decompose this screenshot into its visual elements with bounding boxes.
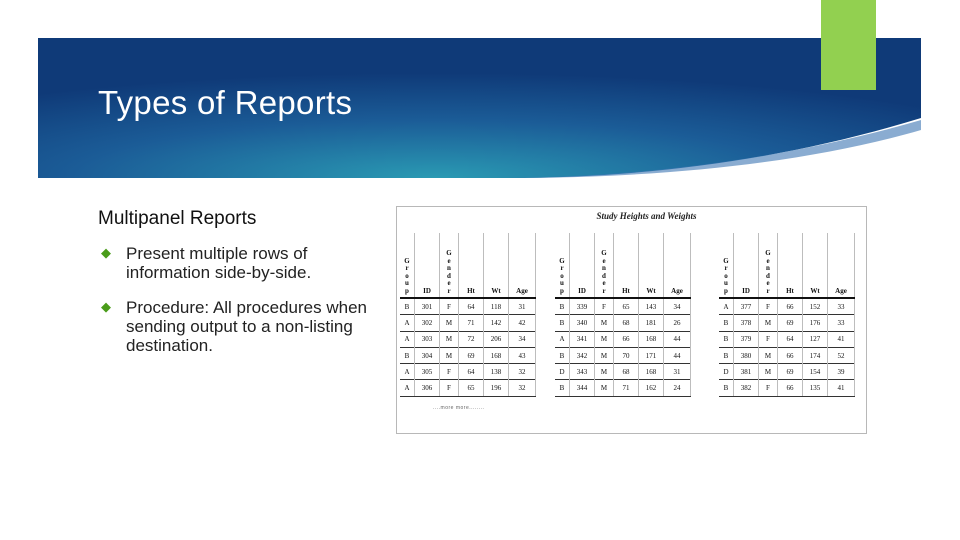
table-cell: 31 bbox=[664, 364, 691, 380]
table-cell: 377 bbox=[734, 298, 759, 315]
table-cell: 66 bbox=[778, 347, 803, 363]
table-row bbox=[400, 298, 536, 315]
table-cell: 378 bbox=[734, 315, 759, 331]
table-cell: B bbox=[555, 298, 570, 315]
table-cell: B bbox=[719, 331, 734, 347]
report-panel-1 bbox=[400, 233, 536, 397]
column-header-group: Group bbox=[400, 233, 415, 298]
table-cell: 65 bbox=[614, 298, 639, 315]
report-title: Study Heights and Weights bbox=[596, 211, 697, 221]
table-cell: 174 bbox=[803, 347, 828, 363]
table-row bbox=[719, 315, 855, 331]
table-cell: 69 bbox=[778, 364, 803, 380]
column-header-gender: Gender bbox=[759, 233, 778, 298]
table-cell: F bbox=[759, 380, 778, 396]
table-cell: 168 bbox=[639, 331, 664, 347]
table-cell: 302 bbox=[415, 315, 440, 331]
table-cell: 171 bbox=[639, 347, 664, 363]
table-row bbox=[719, 347, 855, 363]
table-row bbox=[400, 364, 536, 380]
table-row bbox=[555, 331, 691, 347]
table-cell: B bbox=[555, 347, 570, 363]
table-cell: 379 bbox=[734, 331, 759, 347]
table-row bbox=[400, 315, 536, 331]
table-cell: 196 bbox=[484, 380, 509, 396]
arrow-bullet-icon: ◆ bbox=[101, 299, 111, 314]
slide-subtitle: Multipanel Reports bbox=[98, 208, 257, 229]
table-cell: M bbox=[759, 364, 778, 380]
report-panel-3 bbox=[719, 233, 855, 397]
column-header-id: ID bbox=[415, 233, 440, 298]
table-cell: F bbox=[759, 331, 778, 347]
table-cell: M bbox=[759, 347, 778, 363]
table-cell: 69 bbox=[459, 347, 484, 363]
table-cell: 39 bbox=[828, 364, 855, 380]
bullet-list bbox=[101, 244, 391, 371]
table-cell: 66 bbox=[778, 380, 803, 396]
table-cell: 68 bbox=[614, 315, 639, 331]
table-row bbox=[555, 315, 691, 331]
column-header-id: ID bbox=[734, 233, 759, 298]
table-cell: 381 bbox=[734, 364, 759, 380]
slide-title: Types of Reports bbox=[98, 84, 353, 121]
table-cell: 43 bbox=[509, 347, 536, 363]
table-cell: 142 bbox=[484, 315, 509, 331]
table-row bbox=[400, 347, 536, 363]
table-cell: 24 bbox=[664, 380, 691, 396]
table-cell: 33 bbox=[828, 315, 855, 331]
table-cell: 34 bbox=[509, 331, 536, 347]
table-cell: 26 bbox=[664, 315, 691, 331]
table-cell: A bbox=[719, 298, 734, 315]
column-header-gender: Gender bbox=[595, 233, 614, 298]
column-header-group: Group bbox=[719, 233, 734, 298]
table-cell: 380 bbox=[734, 347, 759, 363]
table-cell: 206 bbox=[484, 331, 509, 347]
table-cell: 69 bbox=[778, 315, 803, 331]
table-cell: 382 bbox=[734, 380, 759, 396]
table-cell: 64 bbox=[459, 298, 484, 315]
table-cell: 342 bbox=[570, 347, 595, 363]
table-cell: 138 bbox=[484, 364, 509, 380]
table-cell: 162 bbox=[639, 380, 664, 396]
table-row bbox=[555, 298, 691, 315]
column-header-age: Age bbox=[664, 233, 691, 298]
table-cell: 65 bbox=[459, 380, 484, 396]
table-cell: 304 bbox=[415, 347, 440, 363]
table-cell: A bbox=[555, 331, 570, 347]
table-cell: 68 bbox=[614, 364, 639, 380]
table-cell: 33 bbox=[828, 298, 855, 315]
table-cell: M bbox=[595, 380, 614, 396]
table-cell: 42 bbox=[509, 315, 536, 331]
table-cell: 344 bbox=[570, 380, 595, 396]
table-cell: D bbox=[555, 364, 570, 380]
column-header-group: Group bbox=[555, 233, 570, 298]
table-cell: 71 bbox=[459, 315, 484, 331]
column-header-ht: Ht bbox=[614, 233, 639, 298]
table-cell: 44 bbox=[664, 331, 691, 347]
table-cell: D bbox=[719, 364, 734, 380]
column-header-ht: Ht bbox=[459, 233, 484, 298]
report-footer: ....more more........ bbox=[433, 405, 485, 411]
table-cell: 341 bbox=[570, 331, 595, 347]
table-row bbox=[719, 298, 855, 315]
table-cell: 143 bbox=[639, 298, 664, 315]
report-image bbox=[396, 206, 867, 434]
table-cell: 44 bbox=[664, 347, 691, 363]
report-panel-2 bbox=[555, 233, 691, 397]
table-row bbox=[555, 364, 691, 380]
table-cell: 301 bbox=[415, 298, 440, 315]
table-cell: M bbox=[595, 364, 614, 380]
table-cell: 303 bbox=[415, 331, 440, 347]
table-cell: M bbox=[440, 331, 459, 347]
table-cell: 127 bbox=[803, 331, 828, 347]
table-row bbox=[555, 380, 691, 396]
bullet-item bbox=[101, 244, 391, 282]
table-cell: 118 bbox=[484, 298, 509, 315]
table-cell: M bbox=[595, 315, 614, 331]
table-cell: 168 bbox=[484, 347, 509, 363]
column-header-age: Age bbox=[828, 233, 855, 298]
table-row bbox=[719, 380, 855, 396]
table-row bbox=[719, 364, 855, 380]
column-header-wt: Wt bbox=[803, 233, 828, 298]
table-cell: A bbox=[400, 315, 415, 331]
table-cell: 306 bbox=[415, 380, 440, 396]
table-cell: 34 bbox=[664, 298, 691, 315]
table-cell: F bbox=[440, 380, 459, 396]
table-cell: 41 bbox=[828, 380, 855, 396]
table-cell: 71 bbox=[614, 380, 639, 396]
table-cell: 340 bbox=[570, 315, 595, 331]
table-cell: F bbox=[440, 364, 459, 380]
table-cell: 154 bbox=[803, 364, 828, 380]
table-cell: B bbox=[555, 315, 570, 331]
table-cell: 72 bbox=[459, 331, 484, 347]
arrow-bullet-icon: ◆ bbox=[101, 245, 111, 260]
table-cell: B bbox=[719, 380, 734, 396]
table-cell: 305 bbox=[415, 364, 440, 380]
green-accent-bar bbox=[821, 0, 876, 90]
column-header-id: ID bbox=[570, 233, 595, 298]
table-row bbox=[400, 380, 536, 396]
column-header-gender: Gender bbox=[440, 233, 459, 298]
table-cell: 135 bbox=[803, 380, 828, 396]
column-header-age: Age bbox=[509, 233, 536, 298]
table-cell: F bbox=[595, 298, 614, 315]
table-row bbox=[719, 331, 855, 347]
table-cell: F bbox=[440, 298, 459, 315]
bullet-text: Procedure: All procedures when sending output to a non-listing destination. bbox=[126, 298, 367, 355]
table-cell: 339 bbox=[570, 298, 595, 315]
table-row bbox=[555, 347, 691, 363]
table-cell: 343 bbox=[570, 364, 595, 380]
table-cell: B bbox=[719, 315, 734, 331]
table-cell: 31 bbox=[509, 298, 536, 315]
table-cell: 52 bbox=[828, 347, 855, 363]
table-cell: M bbox=[595, 347, 614, 363]
table-cell: B bbox=[719, 347, 734, 363]
table-cell: 41 bbox=[828, 331, 855, 347]
table-cell: A bbox=[400, 364, 415, 380]
table-cell: 70 bbox=[614, 347, 639, 363]
table-cell: 32 bbox=[509, 364, 536, 380]
table-cell: B bbox=[400, 298, 415, 315]
bullet-text: Present multiple rows of information side-by-side. bbox=[126, 244, 312, 282]
table-cell: 181 bbox=[639, 315, 664, 331]
table-cell: A bbox=[400, 380, 415, 396]
column-header-wt: Wt bbox=[639, 233, 664, 298]
table-cell: 66 bbox=[778, 298, 803, 315]
table-row bbox=[400, 331, 536, 347]
table-cell: 64 bbox=[778, 331, 803, 347]
table-cell: 152 bbox=[803, 298, 828, 315]
table-cell: 176 bbox=[803, 315, 828, 331]
table-cell: M bbox=[595, 331, 614, 347]
table-cell: B bbox=[555, 380, 570, 396]
table-cell: A bbox=[400, 331, 415, 347]
bullet-item bbox=[101, 298, 391, 355]
column-header-wt: Wt bbox=[484, 233, 509, 298]
table-cell: M bbox=[440, 315, 459, 331]
table-cell: 32 bbox=[509, 380, 536, 396]
table-cell: 168 bbox=[639, 364, 664, 380]
table-cell: B bbox=[400, 347, 415, 363]
table-cell: 64 bbox=[459, 364, 484, 380]
table-cell: F bbox=[759, 298, 778, 315]
table-cell: M bbox=[440, 347, 459, 363]
table-cell: M bbox=[759, 315, 778, 331]
column-header-ht: Ht bbox=[778, 233, 803, 298]
table-cell: 66 bbox=[614, 331, 639, 347]
